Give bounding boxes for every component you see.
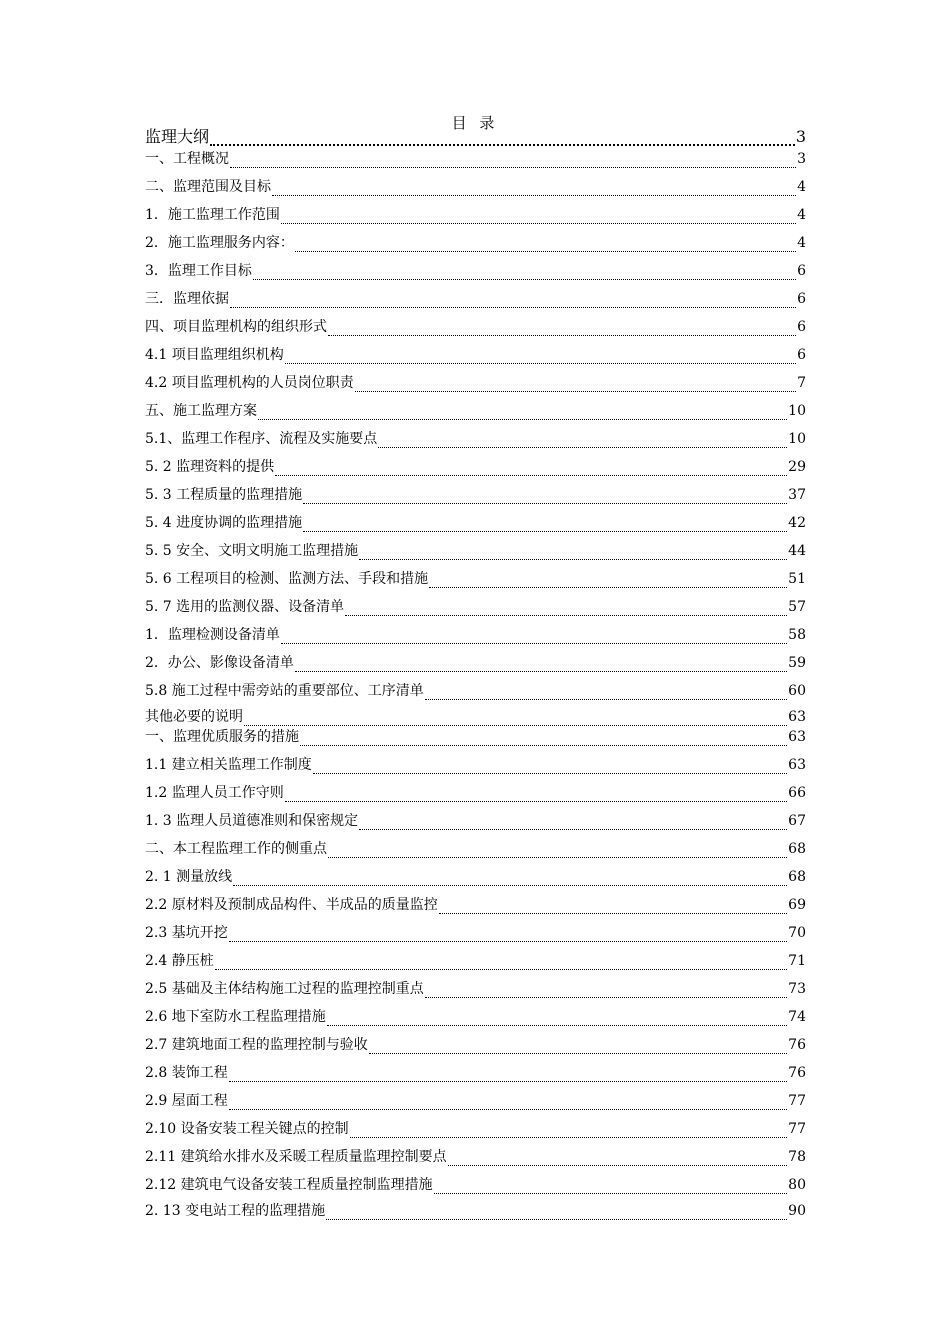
toc-dot-leader bbox=[303, 518, 787, 532]
toc-entry[interactable] bbox=[145, 514, 806, 532]
toc-entry[interactable] bbox=[145, 1176, 806, 1194]
toc-entry-label: 2.12 建筑电气设备安装工程质量控制监理措施 bbox=[145, 1177, 433, 1193]
toc-entry[interactable] bbox=[145, 178, 806, 196]
toc-dot-leader bbox=[285, 788, 787, 802]
toc-entry-page: 3 bbox=[795, 127, 806, 146]
toc-entry-page: 76 bbox=[788, 1065, 806, 1081]
toc-entry-label: 4.2 项目监理机构的人员岗位职责 bbox=[145, 375, 354, 391]
toc-dot-leader bbox=[303, 490, 787, 504]
toc-entry[interactable] bbox=[145, 150, 806, 168]
toc-entry-label: 5. 5 安全、文明文明施工监理措施 bbox=[145, 543, 359, 559]
toc-entry-label: 五、施工监理方案 bbox=[145, 403, 257, 419]
toc-dot-leader bbox=[369, 1040, 787, 1054]
toc-entry[interactable] bbox=[145, 290, 806, 308]
toc-entry-label: 2.6 地下室防水工程监理措施 bbox=[145, 1009, 326, 1025]
toc-entry-page: 6 bbox=[797, 263, 806, 279]
toc-dot-leader bbox=[229, 1096, 787, 1110]
toc-entry-page: 60 bbox=[788, 683, 806, 699]
toc-entry-page: 63 bbox=[788, 757, 806, 773]
toc-entry-label: 2. 1 测量放线 bbox=[145, 869, 233, 885]
toc-entry[interactable] bbox=[145, 570, 806, 588]
toc-dot-leader bbox=[345, 602, 787, 616]
toc-entry-page: 73 bbox=[788, 981, 806, 997]
toc-dot-leader bbox=[295, 658, 787, 672]
toc-entry[interactable] bbox=[145, 1092, 806, 1110]
toc-entry-label: 2.8 装饰工程 bbox=[145, 1065, 228, 1081]
toc-entry[interactable] bbox=[145, 812, 806, 830]
toc-entry[interactable] bbox=[145, 654, 806, 672]
toc-entry-page: 44 bbox=[788, 543, 806, 559]
toc-entry-page: 63 bbox=[788, 729, 806, 745]
toc-entry[interactable] bbox=[145, 756, 806, 774]
toc-dot-leader bbox=[275, 462, 787, 476]
toc-dot-leader bbox=[425, 686, 787, 700]
toc-entry-label: 1.2 监理人员工作守则 bbox=[145, 785, 284, 801]
toc-entry-page: 3 bbox=[797, 151, 806, 167]
toc-entry-label: 2．施工监理服务内容： bbox=[145, 235, 294, 251]
toc-entry-label: 2.5 基础及主体结构施工过程的监理控制重点 bbox=[145, 981, 424, 997]
toc-entry-page: 7 bbox=[797, 375, 806, 391]
toc-entry[interactable] bbox=[145, 402, 806, 420]
toc-entry-page: 80 bbox=[788, 1177, 806, 1193]
toc-dot-leader bbox=[439, 900, 787, 914]
toc-entry-label: 5. 4 进度协调的监理措施 bbox=[145, 515, 303, 531]
toc-entry-page: 4 bbox=[797, 235, 806, 251]
toc-entry-label: 2.10 设备安装工程关键点的控制 bbox=[145, 1121, 349, 1137]
toc-entry-page: 51 bbox=[788, 571, 806, 587]
toc-entry-label: 2.2 原材料及预制成品构件、半成品的质量监控 bbox=[145, 897, 438, 913]
toc-entry-label: 5.1、监理工作程序、流程及实施要点 bbox=[145, 431, 378, 447]
toc-dot-leader bbox=[327, 1012, 787, 1026]
toc-entry-page: 77 bbox=[788, 1093, 806, 1109]
toc-entry[interactable] bbox=[145, 896, 806, 914]
toc-entry-label: 5. 2 监理资料的提供 bbox=[145, 459, 275, 475]
page-title: 目 录 bbox=[451, 114, 499, 132]
toc-entry[interactable] bbox=[145, 1008, 806, 1026]
toc-entry-label: 监理大纲 bbox=[145, 127, 210, 146]
toc-entry-page: 63 bbox=[788, 709, 806, 725]
toc-dot-leader bbox=[300, 732, 787, 746]
toc-entry-page: 4 bbox=[797, 207, 806, 223]
toc-entry[interactable] bbox=[145, 1148, 806, 1166]
toc-entry-page: 78 bbox=[788, 1149, 806, 1165]
toc-entry-label: 一、监理优质服务的措施 bbox=[145, 729, 299, 745]
toc-entry-label: 2.7 建筑地面工程的监理控制与验收 bbox=[145, 1037, 368, 1053]
toc-dot-leader bbox=[355, 378, 796, 392]
toc-dot-leader bbox=[230, 154, 796, 168]
toc-dot-leader bbox=[448, 1152, 788, 1166]
toc-entry-label: 2.4 静压桩 bbox=[145, 953, 214, 969]
toc-entry[interactable] bbox=[145, 128, 806, 146]
toc-entry-page: 68 bbox=[788, 869, 806, 885]
toc-entry-page: 69 bbox=[788, 897, 806, 913]
toc-entry[interactable] bbox=[145, 346, 806, 364]
toc-dot-leader bbox=[326, 1206, 787, 1220]
toc-dot-leader bbox=[434, 1180, 788, 1194]
toc-entry[interactable] bbox=[145, 626, 806, 644]
toc-entry[interactable] bbox=[145, 1064, 806, 1082]
toc-entry-label: 2. 13 变电站工程的监理措施 bbox=[145, 1203, 326, 1219]
toc-entry-page: 6 bbox=[797, 319, 806, 335]
toc-entry-label: 2．办公、影像设备清单 bbox=[145, 655, 294, 671]
toc-dot-leader bbox=[215, 956, 787, 970]
toc-entry[interactable] bbox=[145, 728, 806, 746]
toc-entry-label: 2.9 屋面工程 bbox=[145, 1093, 228, 1109]
toc-entry[interactable] bbox=[145, 206, 806, 224]
toc-entry-label: 1. 3 监理人员道德准则和保密规定 bbox=[145, 813, 359, 829]
toc-entry[interactable] bbox=[145, 598, 806, 616]
toc-dot-leader bbox=[328, 322, 796, 336]
toc-entry-page: 59 bbox=[788, 655, 806, 671]
toc-entry-label: 5. 6 工程项目的检测、监测方法、手段和措施 bbox=[145, 571, 429, 587]
toc-entry-label: 2.11 建筑给水排水及采暖工程质量监理控制要点 bbox=[145, 1149, 447, 1165]
toc-entry-label: 5.8 施工过程中需旁站的重要部位、工序清单 bbox=[145, 683, 424, 699]
toc-dot-leader bbox=[328, 844, 787, 858]
toc-entry-page: 57 bbox=[788, 599, 806, 615]
toc-dot-leader bbox=[229, 928, 787, 942]
toc-entry-page: 74 bbox=[788, 1009, 806, 1025]
toc-entry-page: 6 bbox=[797, 347, 806, 363]
toc-entry-label: 二、本工程监理工作的侧重点 bbox=[145, 841, 327, 857]
toc-entry-label: 1.1 建立相关监理工作制度 bbox=[145, 757, 312, 773]
toc-entry-page: 10 bbox=[788, 403, 806, 419]
toc-dot-leader bbox=[281, 630, 787, 644]
toc-entry-label: 4.1 项目监理组织机构 bbox=[145, 347, 284, 363]
toc-entry-label: 5. 7 选用的监测仪器、设备清单 bbox=[145, 599, 345, 615]
toc-entry[interactable] bbox=[145, 682, 806, 700]
toc-dot-leader bbox=[359, 546, 787, 560]
toc-dot-leader bbox=[272, 182, 796, 196]
toc-dot-leader bbox=[285, 350, 796, 364]
toc-entry[interactable] bbox=[145, 234, 806, 252]
toc-entry-page: 90 bbox=[788, 1203, 806, 1219]
toc-entry-page: 29 bbox=[788, 459, 806, 475]
toc-entry-page: 66 bbox=[788, 785, 806, 801]
toc-dot-leader bbox=[425, 984, 787, 998]
toc-dot-leader bbox=[229, 1068, 787, 1082]
toc-entry[interactable] bbox=[145, 486, 806, 504]
toc-dot-leader bbox=[359, 816, 787, 830]
toc-entry-label: 3．监理工作目标 bbox=[145, 263, 252, 279]
toc-entry-label: 1．监理检测设备清单 bbox=[145, 627, 280, 643]
toc-entry[interactable] bbox=[145, 458, 806, 476]
toc-dot-leader bbox=[210, 132, 795, 146]
toc-entry[interactable] bbox=[145, 374, 806, 392]
toc-dot-leader bbox=[253, 266, 796, 280]
toc-dot-leader bbox=[295, 238, 796, 252]
toc-entry-label: 三．监理依据 bbox=[145, 291, 229, 307]
toc-entry-page: 67 bbox=[788, 813, 806, 829]
toc-entry-page: 42 bbox=[788, 515, 806, 531]
toc-dot-leader bbox=[281, 210, 796, 224]
toc-entry[interactable] bbox=[145, 924, 806, 942]
toc-dot-leader bbox=[350, 1124, 788, 1138]
toc-entry[interactable] bbox=[145, 868, 806, 886]
toc-entry[interactable] bbox=[145, 430, 806, 448]
toc-dot-leader bbox=[244, 712, 787, 726]
toc-entry[interactable] bbox=[145, 1120, 806, 1138]
toc-dot-leader bbox=[429, 574, 787, 588]
toc-dot-leader bbox=[378, 434, 787, 448]
toc-entry-label: 二、监理范围及目标 bbox=[145, 179, 271, 195]
toc-entry[interactable] bbox=[145, 952, 806, 970]
toc-entry-page: 76 bbox=[788, 1037, 806, 1053]
toc-dot-leader bbox=[233, 872, 787, 886]
toc-entry-page: 70 bbox=[788, 925, 806, 941]
toc-entry[interactable] bbox=[145, 980, 806, 998]
toc-dot-leader bbox=[258, 406, 787, 420]
toc-entry[interactable] bbox=[145, 840, 806, 858]
toc-entry-page: 6 bbox=[797, 291, 806, 307]
toc-entry[interactable] bbox=[145, 542, 806, 560]
toc-entry-page: 4 bbox=[797, 179, 806, 195]
toc-entry-page: 10 bbox=[788, 431, 806, 447]
toc-entry-page: 37 bbox=[788, 487, 806, 503]
toc-entry-page: 71 bbox=[788, 953, 806, 969]
toc-dot-leader bbox=[230, 294, 796, 308]
toc-entry-page: 58 bbox=[788, 627, 806, 643]
toc-dot-leader bbox=[313, 760, 787, 774]
toc-entry[interactable] bbox=[145, 318, 806, 336]
toc-entry-label: 一、工程概况 bbox=[145, 151, 229, 167]
toc-entry-page: 68 bbox=[788, 841, 806, 857]
toc-entry[interactable] bbox=[145, 708, 806, 726]
toc-entry-label: 5. 3 工程质量的监理措施 bbox=[145, 487, 303, 503]
toc-entry-label: 四、项目监理机构的组织形式 bbox=[145, 319, 327, 335]
toc-entry[interactable] bbox=[145, 262, 806, 280]
toc-entry[interactable] bbox=[145, 784, 806, 802]
toc-entry-label: 1．施工监理工作范围 bbox=[145, 207, 280, 223]
toc-entry-label: 其他必要的说明 bbox=[145, 709, 243, 725]
toc-entry[interactable] bbox=[145, 1202, 806, 1220]
toc-entry-page: 77 bbox=[788, 1121, 806, 1137]
toc-entry[interactable] bbox=[145, 1036, 806, 1054]
toc-entry-label: 2.3 基坑开挖 bbox=[145, 925, 228, 941]
